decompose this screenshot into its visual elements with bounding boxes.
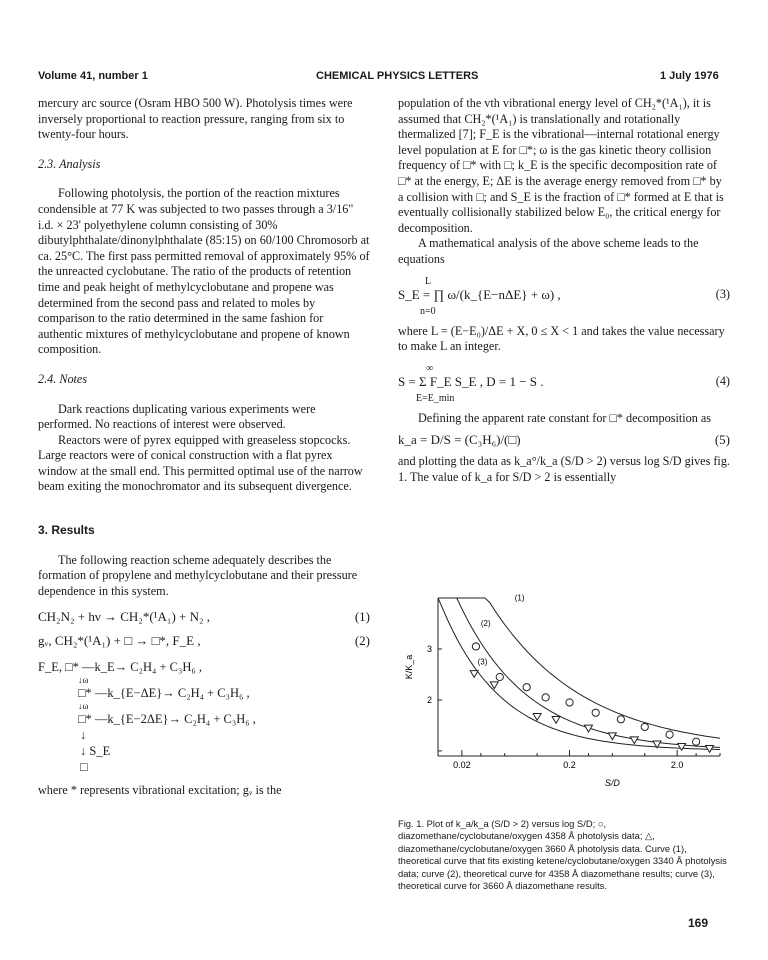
chart-marks [470, 643, 713, 753]
x-tick-label: 2.0 [670, 760, 684, 770]
scheme-collision-2: ↓ω [78, 700, 89, 711]
triangle-data-point [678, 744, 686, 751]
triangle-data-point [533, 713, 541, 720]
circle-data-point [496, 673, 503, 680]
equation-3 [398, 274, 730, 320]
definitions-paragraph: population of the vth vibrational energy level of CH₂*(¹A₁), it is assumed that CH₂*(¹A₁) is translationally and rotationally thermalized [7]; F_E is the vibrational—internal rotational energy level population at E for □*; ω is the gas kinetic theory collision frequency of □* with □; k_E is the specific decomposition rate of □* at the energy, E; ΔE is the average energy removed from □* by a collision with □; and S_E is the fraction of □* formed at E that is eventually collisionally stabilized below E₀, the critical energy for decomposition. [398, 96, 724, 235]
footer-line: where * represents vibrational excitation; gᵥ is the [38, 782, 282, 797]
x-tick-label: 0.02 [453, 760, 471, 770]
scheme-arrow: ↓ [80, 727, 87, 742]
circle-data-point [523, 684, 530, 691]
equation-2-number: (2) [354, 633, 370, 649]
equation-4 [398, 361, 730, 407]
header-volume: Volume 41, number 1 [38, 70, 148, 82]
x-tick-label: 0.2 [563, 760, 576, 770]
notes-paragraph-1: Dark reactions duplicating various experiments were performed. No reactions of interest were observed. [38, 401, 316, 432]
circle-data-point [542, 694, 549, 701]
defining-paragraph: Defining the apparent rate constant for □* decomposition as [418, 410, 711, 425]
circle-data-point [472, 643, 479, 650]
scheme-line-1: F_E, □* —k_E→ C₂H₄ + C₃H₆ , [38, 659, 202, 674]
page-number: 169 [688, 916, 709, 930]
header-date: 1 July 1976 [660, 70, 719, 82]
plotting-paragraph: and plotting the data as k_a°/k_a (S/D > 2) versus log S/D gives fig. 1. The value of k_a for S/D > 2 is essentially [398, 453, 730, 484]
scheme-line-3: □* —k_{E−2ΔE}→ C₂H₄ + C₃H₆ , [78, 711, 256, 726]
left-column [38, 96, 370, 798]
circle-data-point [592, 709, 599, 716]
equation-4-body: S = Σ F_E S_E , D = 1 − S . [398, 373, 544, 389]
x-axis-label: S/D [604, 778, 620, 788]
equation-4-lower-limit: E=E_min [416, 392, 455, 404]
triangle-data-point [552, 717, 560, 724]
y-tick-label: 3 [426, 643, 432, 654]
figure-1-caption: Fig. 1. Plot of k_a/k_a (S/D > 2) versus log S/D; ○, diazomethane/cyclobutane/oxygen 4358 Å photolysis data; △, diazomethane/cyclobutane/oxygen 3660 Å photolysis data. Curve (1), theoretical curve that fits existing ketene/cyclobutane/oxygen 3340 Å photolysis data; curve (2), theoretical curve for 4358 Å diazomethane results; curve (3), theoretical curve for 3660 Å diazomethane results. [398, 818, 727, 892]
y-tick-label: 2 [426, 694, 432, 705]
equation-5-body: k_a = D/S = (C₃H₆)/(□) [398, 432, 521, 448]
results-paragraph: The following reaction scheme adequately describes the formation of propylene and methylcyclobutane and their pressure dependence in this system. [38, 552, 358, 598]
equation-2 [38, 633, 370, 649]
circle-data-point [617, 716, 624, 723]
analysis-lead-paragraph: A mathematical analysis of the above scheme leads to the equations [398, 236, 699, 266]
equation-3-upper-limit: L [425, 275, 432, 287]
circle-data-point [666, 731, 673, 738]
equation-3-lower-limit: n=0 [420, 305, 436, 317]
curve-label: (1) [514, 593, 525, 603]
curve-label: (3) [477, 657, 488, 667]
circle-data-point [641, 723, 648, 730]
scheme-line-2: □* —k_{E−ΔE}→ C₂H₄ + C₃H₆ , [78, 685, 250, 700]
y-axis-label: K/K_a [404, 654, 414, 680]
header-journal: CHEMICAL PHYSICS LETTERS [316, 70, 479, 82]
equation-5 [398, 432, 730, 448]
triangle-data-point [630, 737, 638, 744]
equation-4-upper-limit: ∞ [426, 362, 434, 374]
figure-1-chart [398, 588, 730, 804]
triangle-data-point [608, 733, 616, 740]
scheme-collision-1: ↓ω [78, 674, 89, 685]
equation-1-body: CH₂N₂ + hν → CH₂*(¹A₁) + N₂ , [38, 609, 211, 625]
right-column [398, 96, 730, 485]
equation-3-number: (3) [715, 286, 730, 301]
circle-data-point [693, 738, 700, 745]
notes-paragraph-2: Reactors were of pyrex equipped with greaseless stopcocks. Large reactors were of conical construction with a flat pyrex window at the small end. This permitted optimal use of the narrow beam exiting the monochromator and its subsequent divergence. [38, 432, 363, 494]
equation-1-number: (1) [354, 609, 370, 625]
where-paragraph: where L = (E−E₀)/ΔE + X, 0 ≤ X < 1 and takes the value necessary to make L an integer. [398, 323, 725, 354]
triangle-data-point [470, 671, 478, 678]
scheme-end-product: □ [80, 759, 88, 774]
chart-labels [404, 594, 683, 788]
section-results-title: 3. Results [38, 523, 95, 538]
equation-3-body: S_E = ∏ ω/(k_{E−nΔE} + ω) , [398, 286, 561, 302]
circle-data-point [566, 699, 573, 706]
section-notes-title: 2.4. Notes [38, 371, 88, 386]
analysis-paragraph: Following photolysis, the portion of the reaction mixtures condensible at 77 K was subjected to two passes through a 3/16" i.d. × 23' polyethylene column consisting of 30% dibutylphthalate/dinonylphthalate (85:15) on 60/100 Chromosorb at ca. 25°C. The first pass permitted removal of approximately 95% of the unreacted cyclobutane. The ratio of the products of retention time and peak height of methylcyclobutane and propene was determined from the second pass and related to moles by comparison to the ratio determined in the same fashion for authentic mixtures of methylcyclobutane and propene of known composition. [38, 186, 370, 357]
curve-label: (2) [480, 619, 491, 629]
equation-4-number: (4) [715, 373, 730, 388]
scheme-stabilization: ↓ S_E [80, 743, 111, 758]
section-analysis-title: 2.3. Analysis [38, 156, 101, 171]
reaction-scheme [38, 659, 370, 775]
equation-2-body: gᵥ, CH₂*(¹A₁) + □ → □*, F_E , [38, 633, 201, 649]
equation-1 [38, 609, 370, 625]
intro-paragraph: mercury arc source (Osram HBO 500 W). Photolysis times were inversely proportional to reaction pressure, ranging from six to twenty-four hours. [38, 96, 353, 142]
equation-5-number: (5) [714, 432, 730, 448]
